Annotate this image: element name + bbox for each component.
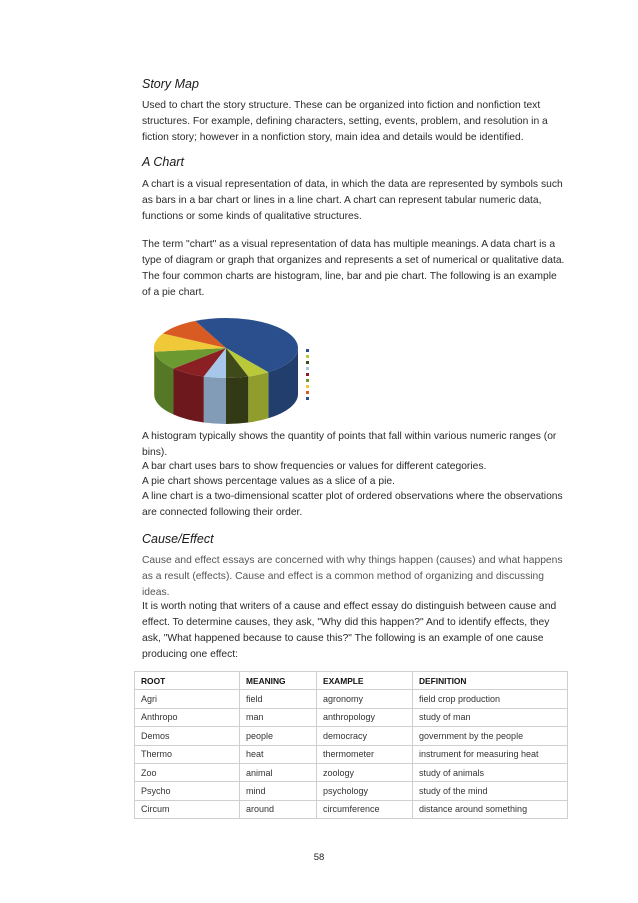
pie-legend-marker [306, 379, 309, 382]
table-row [135, 727, 568, 745]
cause-effect-heading: Cause/Effect [142, 532, 214, 546]
story-map-heading: Story Map [142, 77, 199, 91]
pie-legend [306, 349, 312, 403]
pie-slice-side [154, 348, 155, 398]
histogram-definition: A histogram typically shows the quantity of points that fall within various numeric ranges (or bins). [142, 431, 557, 458]
cell-root: Thermo [135, 745, 240, 763]
cell-definition: government by the people [413, 727, 568, 745]
cell-example: zoology [317, 763, 413, 781]
cell-example: circumference [317, 800, 413, 818]
cell-definition: study of animals [413, 763, 568, 781]
a-chart-para-1: A chart is a visual representation of data, in which the data are represented by symbols such as bars in a bar chart or lines in a line chart. A chart can represent tabular numeric data, functions or some kinds of qualitative structures. [142, 179, 563, 222]
cell-definition: study of man [413, 708, 568, 726]
cell-definition: instrument for measuring heat [413, 745, 568, 763]
cell-meaning: man [240, 708, 317, 726]
roots-table [134, 671, 568, 819]
table-row [135, 800, 568, 818]
bar-chart-definition: A bar chart uses bars to show frequencies or values for different categories. [142, 461, 487, 472]
header-definition: DEFINITION [413, 672, 568, 690]
header-meaning: MEANING [240, 672, 317, 690]
a-chart-heading: A Chart [142, 155, 184, 169]
cell-root: Agri [135, 690, 240, 708]
cell-meaning: people [240, 727, 317, 745]
story-map-body: Used to chart the story structure. These can be organized into fiction and nonfiction text structures. For example, defining characters, setting, events, problem, and resolution in a fiction story; however in a nonfiction story, main idea and details would be identified. [142, 100, 548, 143]
cell-definition: field crop production [413, 690, 568, 708]
cell-root: Circum [135, 800, 240, 818]
pie-slice-side [248, 372, 268, 422]
cell-root: Demos [135, 727, 240, 745]
cause-effect-para-1: Cause and effect essays are concerned with why things happen (causes) and what happens as a result (effects). Cause and effect is a common method of organizing and discussing ideas. [142, 555, 563, 598]
cell-root: Psycho [135, 782, 240, 800]
cell-example: agronomy [317, 690, 413, 708]
pie-legend-marker [306, 385, 309, 388]
table-row [135, 745, 568, 763]
cell-example: thermometer [317, 745, 413, 763]
page-number: 58 [313, 852, 325, 863]
pie-legend-marker [306, 397, 309, 400]
pie-chart [150, 308, 320, 428]
cell-definition: distance around something [413, 800, 568, 818]
table-header-row [135, 672, 568, 690]
table-row [135, 708, 568, 726]
cell-meaning: mind [240, 782, 317, 800]
pie-slice-side [204, 377, 226, 424]
pie-slice-side [174, 369, 204, 423]
table-row [135, 763, 568, 781]
pie-legend-marker [306, 361, 309, 364]
cell-root: Anthropo [135, 708, 240, 726]
pie-chart-definition: A pie chart shows percentage values as a slice of a pie. [142, 476, 395, 487]
line-chart-definition: A line chart is a two-dimensional scatter plot of ordered observations where the observations are connected following their order. [142, 491, 563, 518]
pie-legend-marker [306, 367, 309, 370]
a-chart-para-2: The term "chart" as a visual representation of data has multiple meanings. A data chart is a type of diagram or graph that organizes and represents a set of numerical or qualitative data. The four common charts are histogram, line, bar and pie chart. The following is an example of a pie chart. [142, 239, 565, 298]
cell-definition: study of the mind [413, 782, 568, 800]
cell-meaning: animal [240, 763, 317, 781]
cell-meaning: around [240, 800, 317, 818]
pie-legend-marker [306, 373, 309, 376]
cell-meaning: field [240, 690, 317, 708]
table-row [135, 690, 568, 708]
header-root: ROOT [135, 672, 240, 690]
cell-example: democracy [317, 727, 413, 745]
pie-legend-marker [306, 391, 309, 394]
cell-example: psychology [317, 782, 413, 800]
table-row [135, 782, 568, 800]
cell-root: Zoo [135, 763, 240, 781]
pie-legend-marker [306, 349, 309, 352]
pie-legend-marker [306, 355, 309, 358]
pie-chart-svg [150, 308, 320, 428]
header-example: EXAMPLE [317, 672, 413, 690]
cause-effect-para-2: It is worth noting that writers of a cause and effect essay do distinguish between cause and effect. To determine causes, they ask, "Why did this happen?" And to identify effects, they ask, "What happened because to cause this?" The following is an example of one cause producing one effect: [142, 601, 557, 660]
pie-slice-side [226, 377, 248, 424]
cell-example: anthropology [317, 708, 413, 726]
cell-meaning: heat [240, 745, 317, 763]
